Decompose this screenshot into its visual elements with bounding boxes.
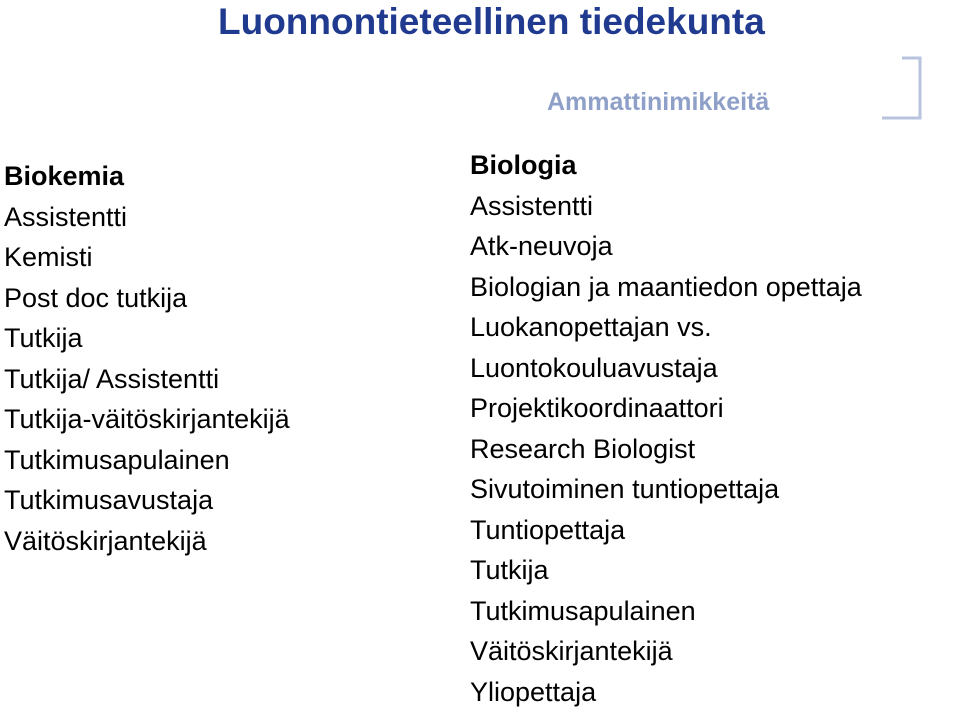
page-title: Luonnontieteellinen tiedekunta — [218, 1, 765, 42]
list-item: Post doc tutkija — [4, 282, 188, 313]
list-item: Tutkija/ Assistentti — [4, 363, 220, 394]
list-item: Atk-neuvoja — [470, 231, 613, 261]
list-item: Assistentti — [4, 201, 128, 232]
list-item: Tutkija — [470, 555, 549, 585]
biologia-title-list — [470, 145, 958, 712]
list-item: Tutkija — [4, 323, 83, 353]
list-item: Luontokouluavustaja — [470, 352, 718, 383]
list-item: Tutkimusapulainen — [470, 595, 696, 626]
list-item: Research Biologist — [470, 433, 696, 464]
biologia-heading: Biologia — [470, 150, 577, 180]
list-item: Assistentti — [470, 190, 594, 221]
list-item: Biologian ja maantiedon opettaja — [470, 271, 862, 302]
list-item: Tuntiopettaja — [470, 514, 626, 545]
section-subtitle: Ammattinimikkeitä — [547, 88, 770, 116]
list-item: Sivutoiminen tuntiopettaja — [470, 474, 780, 504]
list-item: Luokanopettajan vs. — [470, 312, 712, 342]
list-item: Kemisti — [4, 242, 93, 272]
biokemia-title-list — [4, 156, 444, 561]
list-item: Tutkimusavustaja — [4, 485, 214, 515]
list-item: Väitöskirjantekijä — [470, 636, 673, 666]
list-item: Väitöskirjantekijä — [4, 525, 207, 556]
corner-bracket-decoration — [880, 56, 924, 122]
list-item: Projektikoordinaattori — [470, 393, 724, 423]
biokemia-heading: Biokemia — [4, 161, 125, 191]
list-item: Tutkija-väitöskirjantekijä — [4, 404, 290, 434]
list-item: Yliopettaja — [470, 676, 597, 707]
list-item: Tutkimusapulainen — [4, 444, 230, 475]
